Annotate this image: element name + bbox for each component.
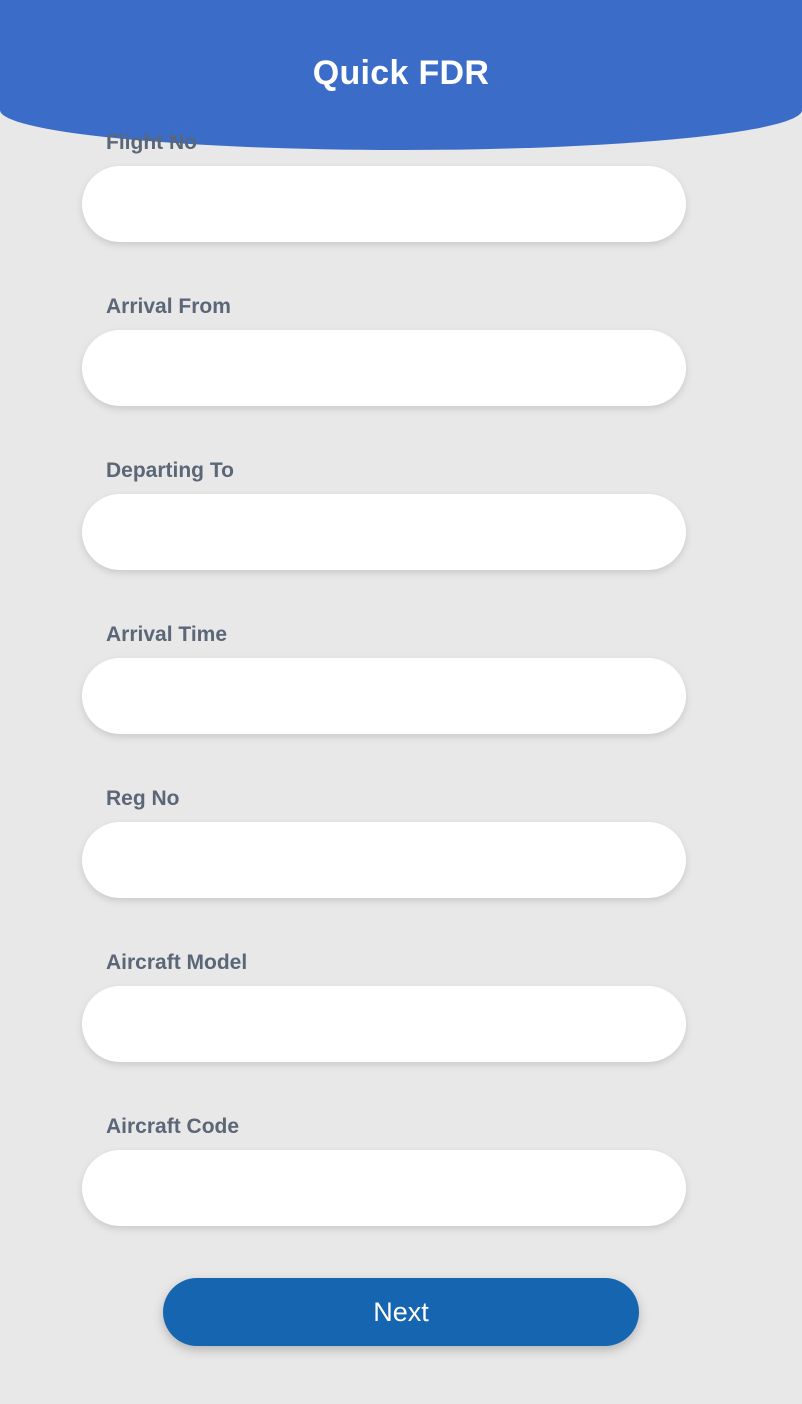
flight-no-input[interactable] <box>82 166 686 242</box>
field-label-aircraft-model: Aircraft Model <box>106 951 248 974</box>
arrival-time-input[interactable] <box>82 658 686 734</box>
field-arrival-time <box>0 620 802 784</box>
field-flight-no <box>0 128 802 292</box>
departing-to-input[interactable] <box>82 494 686 570</box>
field-reg-no <box>0 784 802 948</box>
aircraft-code-input[interactable] <box>82 1150 686 1226</box>
reg-no-input[interactable] <box>82 822 686 898</box>
field-label-aircraft-code: Aircraft Code <box>106 1115 240 1138</box>
next-button[interactable]: Next <box>163 1278 639 1346</box>
field-label-departing-to: Departing To <box>106 459 234 482</box>
field-arrival-from <box>0 292 802 456</box>
next-button-container <box>163 1278 639 1346</box>
arrival-from-input[interactable] <box>82 330 686 406</box>
field-aircraft-model <box>0 948 802 1112</box>
aircraft-model-input[interactable] <box>82 986 686 1062</box>
field-label-reg-no: Reg No <box>106 787 180 810</box>
field-aircraft-code <box>0 1112 802 1276</box>
field-departing-to <box>0 456 802 620</box>
page-title: Quick FDR <box>312 54 490 92</box>
field-label-arrival-from: Arrival From <box>106 295 231 318</box>
field-label-arrival-time: Arrival Time <box>106 623 228 646</box>
field-label-flight-no: Flight No <box>106 131 197 154</box>
